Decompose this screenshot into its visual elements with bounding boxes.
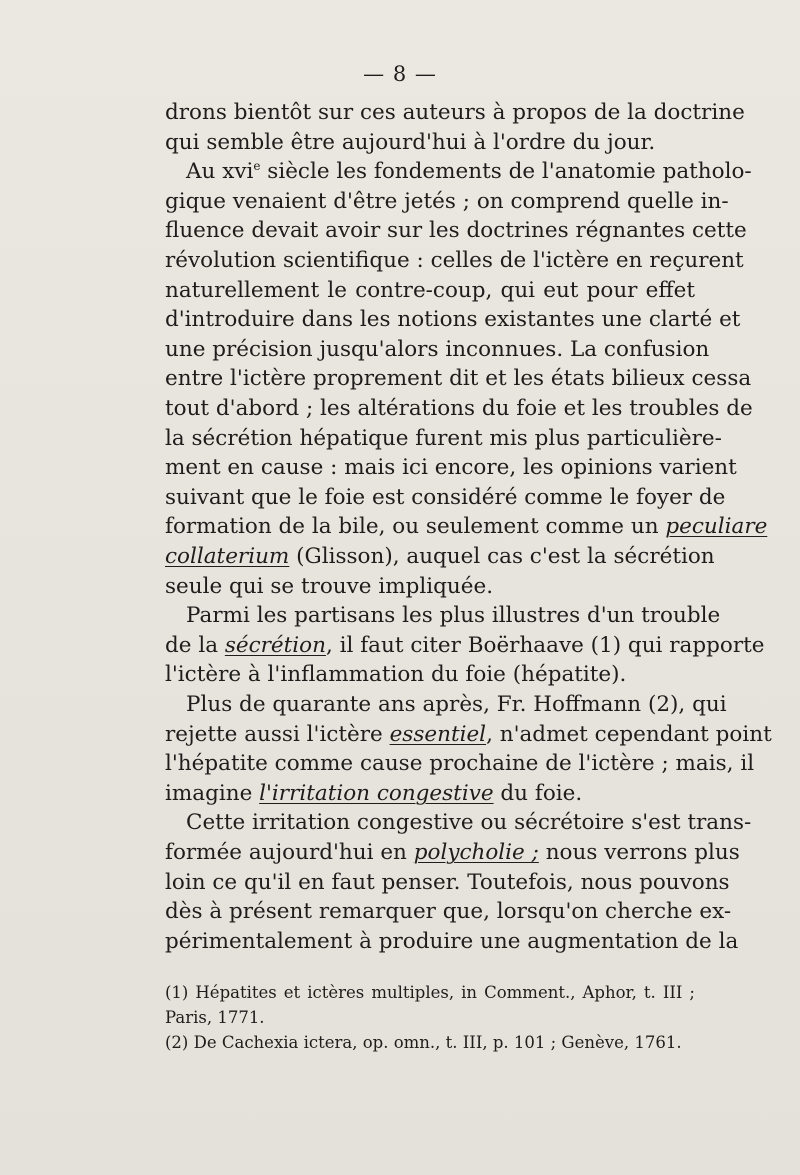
italic-term: polycholie ; [413,840,539,865]
text-segment: imagine [165,780,260,806]
text-segment: l'hépatite comme cause prochaine de l'ictère ; mais, il [165,751,755,777]
italic-term: peculiare [665,514,768,540]
text-segment: Au xvi [186,159,254,185]
footnote-line [165,1005,695,1031]
text-segment: Plus de quarante ans après, Fr. Hoffmann (2), qui [186,692,727,717]
text-segment: seule qui se trouve impliquée. [165,573,494,599]
page-number: — 8 — [363,62,437,86]
text-segment: gique venaient d'être jetés ; on comprend quelle in- [165,188,729,214]
text-segment: naturellement le contre-coup, qui eut pour effet [165,277,695,303]
italic-term: l'irritation congestive [259,780,494,806]
text-line [165,925,739,959]
text-segment: , n'admet cependant point [486,721,772,747]
text-segment: la sécrétion hépatique furent mis plus particulière- [165,425,722,451]
text-segment: formation de la bile, ou seulement comme un [165,514,666,540]
text-segment: formée aujourd'hui en [165,840,414,865]
text-segment: (Glisson), auquel cas c'est la sécrétion [289,544,715,569]
text-segment: du foie. [493,780,583,806]
italic-term: sécrétion [224,632,326,658]
footnote-line [165,1030,695,1056]
text-segment: qui semble être aujourd'hui à l'ordre du jour. [165,129,656,155]
text-segment: siècle les fondements de l'anatomie patholo- [260,159,752,185]
text-segment: d'introduire dans les notions existantes une clarté et [165,307,741,333]
text-segment: (2) De Cachexia ictera, op. omn., t. III, p. 101 ; Genève, 1761. [165,1033,682,1052]
text-segment: rejette aussi l'ictère [165,721,390,747]
italic-term: essentiel [389,721,487,747]
text-segment: périmentalement à produire une augmentation de la [165,928,739,954]
text-segment: de la [165,632,225,658]
text-segment: Cette irritation congestive ou sécrétoire s'est trans- [186,810,752,836]
text-segment: dès à présent remarquer que, lorsqu'on cherche ex- [165,899,732,925]
superscript: e [253,159,261,174]
text-segment: (1) Hépatites et ictères multiples, in Comment., Aphor, t. III ; [165,983,695,1002]
text-segment: révolution scientifique : celles de l'ictère en reçurent [165,248,744,273]
text-segment: l'ictère à l'inflammation du foie (hépatite). [165,662,627,688]
text-segment: loin ce qu'il en faut penser. Toutefois, nous pouvons [165,869,730,895]
text-segment: ment en cause : mais ici encore, les opinions varient [165,455,737,481]
text-segment: une précision jusqu'alors inconnues. La confusion [165,336,710,362]
text-segment: entre l'ictère proprement dit et les états bilieux cessa [165,366,752,392]
text-segment: nous verrons plus [538,840,740,865]
text-segment: drons bientôt sur ces auteurs à propos de la doctrine [165,100,745,125]
text-segment: fluence devait avoir sur les doctrines régnantes cette [165,218,747,244]
text-segment: Parmi les partisans les plus illustres d'un trouble [186,603,721,629]
text-segment: tout d'abord ; les altérations du foie et les troubles de [165,396,753,421]
text-segment: suivant que le foie est considéré comme le foyer de [165,484,726,510]
footnote-line [165,980,695,1006]
italic-term: collaterium [165,544,290,569]
text-segment: Paris, 1771. [165,1008,265,1027]
text-segment: , il faut citer Boërhaave (1) qui rapporte [325,632,765,658]
